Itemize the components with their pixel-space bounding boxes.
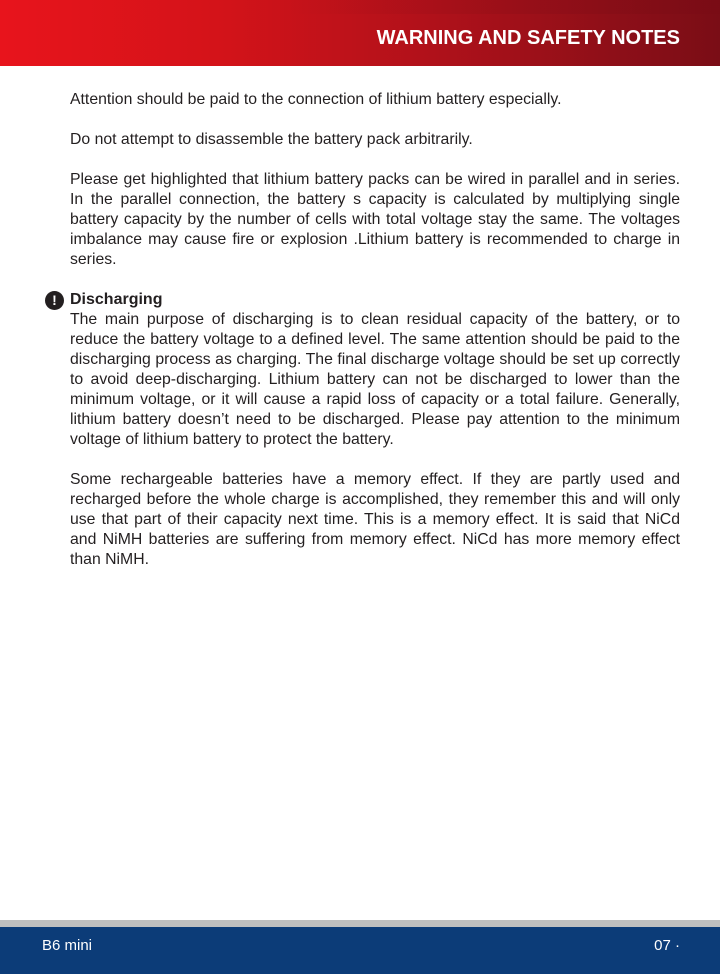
section-discharging [52, 290, 680, 570]
content-area [52, 90, 680, 590]
exclamation-circle-icon: ! [45, 291, 64, 310]
page-number: 07 · [654, 937, 680, 954]
section-heading [52, 290, 680, 310]
footer-model-name: B6 mini [42, 937, 93, 954]
header-bar [0, 0, 720, 66]
page-title: WARNING AND SAFETY NOTES [376, 27, 680, 49]
paragraph-attention: Attention should be paid to the connection of lithium battery especially. [70, 91, 562, 108]
paragraph-memory-effect: Some rechargeable batteries have a memory effect. If they are partly used and recharged before the whole charge is accomplished, they remember this and will only use that part of their capacity next time. This is a memory effect. It is said that NiCd and NiMH batteries are suffering from memory effect. NiCd has more memory effect than NiMH. [70, 471, 680, 568]
paragraph-parallel-series: Please get highlighted that lithium battery packs can be wired in parallel and in series. In the parallel connection, the battery s capacity is calculated by multiplying single battery capacity by the number of cells with total voltage stay the same. The voltages imbalance may cause fire or explosion .Lithium battery is recommended to charge in series. [70, 171, 680, 268]
footer-bar [0, 927, 720, 974]
section-heading-label: Discharging [70, 291, 163, 308]
header-gradient [0, 0, 720, 14]
paragraph-discharging-purpose: The main purpose of discharging is to clean residual capacity of the battery, or to reduce the battery voltage to a defined level. The same attention should be paid to the discharging process as charging. The final discharge voltage should be set up correctly to avoid deep-discharging. Lithium battery can not be discharged to lower than the minimum voltage, or it will cause a rapid loss of capacity or a total failure. Generally, lithium battery doesn’t need to be discharged. Please pay attention to the minimum voltage of lithium battery to protect the battery. [70, 311, 680, 448]
paragraph-disassemble: Do not attempt to disassemble the battery pack arbitrarily. [70, 131, 473, 148]
